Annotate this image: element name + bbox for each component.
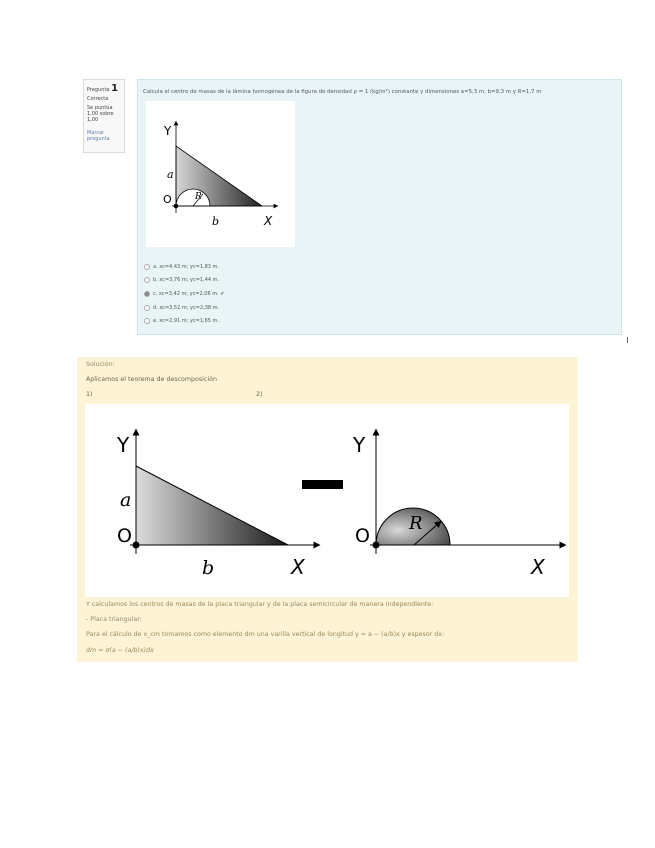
y-axis-label-1: Y — [117, 433, 130, 457]
big-triangle — [136, 466, 288, 545]
radio-icon[interactable] — [144, 291, 150, 297]
radio-icon[interactable] — [144, 305, 150, 311]
r-label: R — [195, 192, 202, 202]
origin-label-1: O — [117, 525, 132, 547]
radio-icon[interactable] — [144, 277, 150, 283]
question-text: Calcula el centro de masas de la lámina homogénea de la figura de densidad ρ = 1 (kg/m²) constante y dimensiones a=5,3 m, b=9,3 m y R=1,7 m — [143, 89, 542, 95]
a-label: a — [167, 168, 174, 181]
answer-options — [144, 260, 224, 328]
question-figure — [146, 101, 295, 247]
y-axis-label: Y — [164, 124, 172, 138]
b-label-1: b — [202, 557, 215, 579]
part-1-label: 1) — [86, 391, 93, 398]
decomposition-diagram — [85, 404, 569, 597]
option-a[interactable]: a. xc=4,43 m; yc=1,83 m. — [144, 260, 224, 274]
x-axis-label-1: X — [291, 555, 305, 579]
r-label-2: R — [409, 513, 423, 534]
y-axis-label-2: Y — [353, 433, 366, 457]
question-info — [83, 79, 125, 153]
triangle-section-text: Para el cálculo de x_cm tomamos como elemento dm una varilla vertical de longitud y = a − (a/b)x y espesor dx: — [86, 631, 445, 638]
solution-panel — [77, 357, 578, 662]
solution-title: Solución: — [86, 361, 115, 368]
option-e[interactable]: e. xc=2,91 m; yc=1,65 m. — [144, 314, 224, 328]
decomposition-figure — [85, 404, 569, 597]
question-score: Se puntúa 1,00 sobre 1,00 — [87, 104, 114, 124]
solution-intro: Aplicamos el teorema de descomposición — [86, 376, 217, 383]
question-number: Pregunta 1 — [87, 83, 119, 94]
origin-label: O — [163, 193, 172, 206]
question-status: Correcta — [87, 95, 109, 102]
option-c[interactable]: c. xc=3,42 m; yc=2,06 m. ✔ — [144, 287, 224, 301]
radio-icon[interactable] — [144, 264, 150, 270]
flag-question-link[interactable]: Marcar pregunta — [87, 129, 110, 142]
lamina-diagram — [146, 101, 295, 247]
a-label-1: a — [120, 489, 132, 511]
triangle-section-title: - Placa triangular: — [86, 616, 142, 623]
minus-sign — [302, 480, 343, 489]
origin-label-2: O — [355, 525, 370, 547]
dm-formula: dm = σ(a − (a/b)x)dx — [86, 647, 154, 654]
option-b[interactable]: b. xc=3,76 m; yc=1,44 m. — [144, 274, 224, 288]
option-d[interactable]: d. xc=3,52 m; yc=2,38 m. — [144, 301, 224, 315]
x-axis-label-2: X — [531, 555, 545, 579]
divider-tick — [627, 337, 628, 343]
b-label: b — [212, 215, 220, 228]
question-content — [137, 79, 622, 335]
calc-text: Y calculamos los centros de masas de la placa triangular y de la placa semicircular de manera independiente: — [86, 601, 434, 608]
part-2-label: 2) — [256, 391, 263, 398]
radio-icon[interactable] — [144, 318, 150, 324]
x-axis-label: X — [264, 214, 273, 228]
